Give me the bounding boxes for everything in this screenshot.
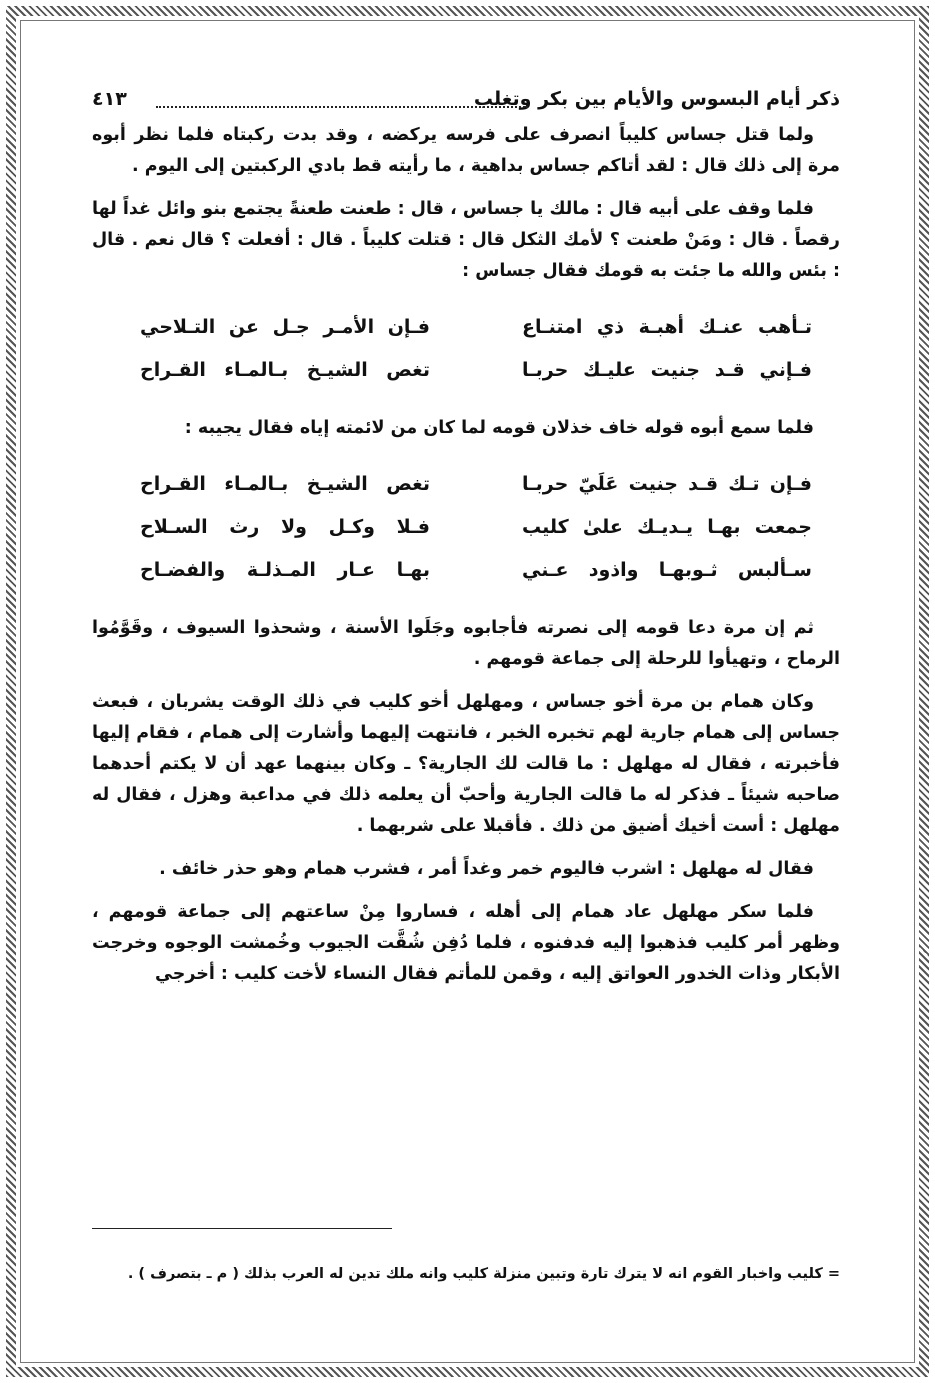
- verse-hemistich-second: تغص الشيـخ بـالمـاء القـراح: [140, 358, 430, 381]
- verse-hemistich-second: فـإن الأمـر جـل عن التـلاحي: [140, 315, 430, 338]
- poem-murra: [92, 462, 840, 591]
- page-number: ٤١٣: [92, 88, 127, 110]
- paragraph-1: ولما قتل جساس كليباً انصرف على فرسه يركضه ، وقد بدت ركبتاه فلما نظر أبوه مرة إلى ذلك قال : لقد أتاكم جساس بداهية ، ما رأيته قط بادي الركبتين إلى اليوم .: [92, 125, 840, 176]
- verse-hemistich-first: سـألبس ثـوبهـا واذود عـني: [522, 558, 812, 581]
- verse-line: [92, 348, 840, 391]
- verse-hemistich-second: تغص الشيـخ بـالمـاء القـراح: [140, 472, 430, 495]
- running-header: [92, 88, 840, 120]
- verse-hemistich-first: فـإني قـد جنيت عليـك حربـا: [522, 358, 812, 381]
- verse-line: [92, 462, 840, 505]
- verse-hemistich-first: جمعت بهـا يـديـك علىٰ كليب: [522, 515, 812, 538]
- paragraph-5: وكان همام بن مرة أخو جساس ، ومهلهل أخو كليب في ذلك الوقت يشربان ، فبعث جساس إلى همام جارية لهم تخبره الخبر ، فانتهت إليهما وأشارت إلى همام ، فقام إليها فأخبرته ، فقال له مهلهل : ما قالت لك الجارية؟ ـ وكان بينهما عهد أن لا يكتم أحدهما صاحبه شيئاً ـ فذكر له ما قالت الجارية وأحبّ أن يعلمه ذلك في مداعبة وهزل ، فقال له مهلهل : أست أخيك أضيق من ذلك . فأقبلا على شربهما .: [92, 692, 840, 836]
- footnote-divider: [92, 1228, 392, 1229]
- verse-line: [92, 548, 840, 591]
- paragraph-7: فلما سكر مهلهل عاد همام إلى أهله ، فساروا مِنْ ساعتهم إلى جماعة قومهم ، وظهر أمر كليب فذهبوا إليه فدفنوه ، فلما دُفِن شُقَّت الجيوب وخُمشت الوجوه وخرجت الأبكار وذات الخدور العواتق إليه ، وقمن للمأتم فقال النساء لأخت كليب : أخرجي: [92, 902, 840, 984]
- paragraph-3: فلما سمع أبوه قوله خاف خذلان قومه لما كان من لائمته إياه فقال يجيبه :: [184, 418, 814, 438]
- footnote: = كليب واخبار القوم انه لا يترك تارة وتبين منزلة كليب وانه ملك تدين له العرب بذلك ( م ـ بتصرف ) .: [127, 1266, 840, 1282]
- poem-jassas: [92, 305, 840, 391]
- running-title: ذكر أيام البسوس والأيام بين بكر وتغلب: [473, 88, 840, 110]
- verse-hemistich-first: فـإن تـك قـد جنيت عَلَيّ حربـا: [522, 472, 812, 495]
- verse-hemistich-second: فـلا وكـل ولا رث السـلاح: [140, 515, 430, 538]
- paragraph-2: فلما وقف على أبيه قال : مالك يا جساس ، قال : طعنت طعنةً يجتمع بنو وائل غداً لها رقصاً . قال : ومَنْ طعنت ؟ لأمك الثكل قال : قتلت كليباً . قال : أفعلت ؟ قال نعم . قال : بئس والله ما جئت به قومك فقال جساس :: [92, 199, 840, 281]
- book-page: [92, 88, 840, 1328]
- verse-line: [92, 305, 840, 348]
- paragraph-6: فقال له مهلهل : اشرب فاليوم خمر وغداً أمر ، فشرب همام وهو حذر خائف .: [159, 859, 814, 879]
- paragraph-4: ثم إن مرة دعا قومه إلى نصرته فأجابوه وجَلَوا الأسنة ، وشحذوا السيوف ، وقَوَّمُوا الرماح ، وتهيأوا للرحلة إلى جماعة قومهم .: [92, 618, 840, 669]
- verse-hemistich-first: تـأهب عنـك أهبـة ذي امتنـاع: [522, 315, 812, 338]
- verse-line: [92, 505, 840, 548]
- header-leader-dots: [156, 106, 528, 108]
- verse-hemistich-second: بهـا عـار المـذلـة والفضـاح: [140, 558, 430, 581]
